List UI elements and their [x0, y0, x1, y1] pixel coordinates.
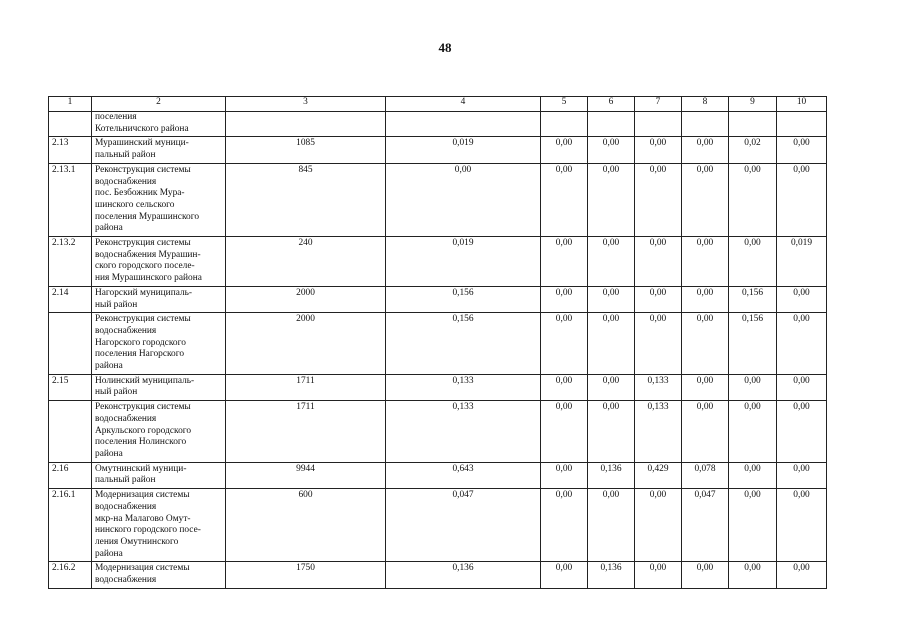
row-value-col10: 0,019: [777, 237, 827, 287]
row-name: Омутнинский муници- пальный район: [92, 462, 226, 488]
table-row: [49, 112, 827, 137]
row-value-col9: 0,00: [729, 163, 777, 236]
row-value-col6: 0,00: [588, 163, 635, 236]
row-number: [49, 112, 92, 137]
row-value-col6: 0,00: [588, 313, 635, 375]
row-value-col8: 0,00: [682, 286, 729, 312]
row-value-col5: 0,00: [541, 237, 588, 287]
column-header: 6: [588, 97, 635, 112]
row-value-col10: [777, 112, 827, 137]
table-row: [49, 462, 827, 488]
row-value-col3: 1711: [226, 401, 386, 463]
row-value-col8: 0,00: [682, 163, 729, 236]
row-value-col5: 0,00: [541, 286, 588, 312]
row-value-col7: 0,133: [635, 374, 682, 400]
row-value-col3: 9944: [226, 462, 386, 488]
row-value-col6: [588, 112, 635, 137]
table-row: [49, 562, 827, 588]
row-value-col8: 0,00: [682, 313, 729, 375]
column-header: 8: [682, 97, 729, 112]
row-value-col9: 0,156: [729, 286, 777, 312]
row-value-col10: 0,00: [777, 562, 827, 588]
row-value-col10: 0,00: [777, 313, 827, 375]
row-value-col3: 1085: [226, 137, 386, 163]
column-header: 2: [92, 97, 226, 112]
column-header: 9: [729, 97, 777, 112]
row-value-col5: 0,00: [541, 401, 588, 463]
row-number: [49, 401, 92, 463]
row-value-col4: 0,019: [386, 137, 541, 163]
row-value-col6: 0,00: [588, 137, 635, 163]
row-value-col5: 0,00: [541, 313, 588, 375]
table-row: [49, 137, 827, 163]
row-value-col5: 0,00: [541, 562, 588, 588]
row-value-col9: 0,02: [729, 137, 777, 163]
row-value-col4: 0,156: [386, 313, 541, 375]
row-value-col3: 600: [226, 489, 386, 562]
column-header: 3: [226, 97, 386, 112]
row-value-col4: 0,047: [386, 489, 541, 562]
row-value-col7: 0,429: [635, 462, 682, 488]
row-number: 2.16.2: [49, 562, 92, 588]
row-value-col5: 0,00: [541, 489, 588, 562]
row-value-col8: 0,047: [682, 489, 729, 562]
row-value-col3: 2000: [226, 313, 386, 375]
row-value-col6: 0,136: [588, 562, 635, 588]
table-body: [49, 112, 827, 589]
page-number: 48: [438, 40, 452, 55]
row-value-col9: [729, 112, 777, 137]
row-value-col10: 0,00: [777, 489, 827, 562]
row-value-col8: 0,078: [682, 462, 729, 488]
row-number: 2.13.2: [49, 237, 92, 287]
row-value-col9: 0,156: [729, 313, 777, 375]
row-name: Модернизация системы водоснабжения мкр-на Малагово Омут- нинского городского посе- ления Омутнинского района: [92, 489, 226, 562]
row-value-col3: [226, 112, 386, 137]
row-value-col3: 1750: [226, 562, 386, 588]
row-value-col6: 0,00: [588, 237, 635, 287]
table-row: [49, 237, 827, 287]
row-value-col4: 0,133: [386, 401, 541, 463]
row-value-col10: 0,00: [777, 163, 827, 236]
row-name: Реконструкция системы водоснабжения Мурашин- ского городского поселе- ния Мурашинского района: [92, 237, 226, 287]
row-number: 2.16: [49, 462, 92, 488]
row-value-col3: 1711: [226, 374, 386, 400]
table-row: [49, 313, 827, 375]
row-value-col7: 0,00: [635, 562, 682, 588]
row-value-col6: 0,00: [588, 489, 635, 562]
row-number: 2.15: [49, 374, 92, 400]
table-row: [49, 286, 827, 312]
row-value-col9: 0,00: [729, 401, 777, 463]
row-value-col5: 0,00: [541, 374, 588, 400]
row-name: Нолинский муниципаль- ный район: [92, 374, 226, 400]
row-value-col7: 0,00: [635, 489, 682, 562]
row-value-col9: 0,00: [729, 489, 777, 562]
row-value-col4: 0,156: [386, 286, 541, 312]
row-value-col10: 0,00: [777, 374, 827, 400]
column-header: 1: [49, 97, 92, 112]
row-number: 2.14: [49, 286, 92, 312]
row-number: 2.16.1: [49, 489, 92, 562]
row-value-col9: 0,00: [729, 562, 777, 588]
row-value-col3: 2000: [226, 286, 386, 312]
row-value-col7: 0,00: [635, 163, 682, 236]
row-value-col4: [386, 112, 541, 137]
row-value-col7: 0,133: [635, 401, 682, 463]
row-value-col6: 0,00: [588, 401, 635, 463]
row-name: Мурашинский муници- пальный район: [92, 137, 226, 163]
column-header: 7: [635, 97, 682, 112]
table-row: [49, 163, 827, 236]
row-value-col9: 0,00: [729, 374, 777, 400]
row-number: 2.13: [49, 137, 92, 163]
row-value-col8: [682, 112, 729, 137]
row-value-col7: 0,00: [635, 286, 682, 312]
row-value-col8: 0,00: [682, 374, 729, 400]
row-value-col3: 845: [226, 163, 386, 236]
row-value-col3: 240: [226, 237, 386, 287]
table-row: [49, 374, 827, 400]
column-header: 5: [541, 97, 588, 112]
row-value-col5: [541, 112, 588, 137]
row-value-col5: 0,00: [541, 163, 588, 236]
row-value-col10: 0,00: [777, 286, 827, 312]
column-header: 4: [386, 97, 541, 112]
row-value-col7: 0,00: [635, 237, 682, 287]
row-name: Реконструкция системы водоснабжения пос. Безбожник Мура- шинского сельского поселения Мурашинского района: [92, 163, 226, 236]
row-value-col4: 0,136: [386, 562, 541, 588]
row-value-col6: 0,00: [588, 374, 635, 400]
header-row: [49, 97, 827, 112]
row-value-col8: 0,00: [682, 137, 729, 163]
row-number: 2.13.1: [49, 163, 92, 236]
row-value-col9: 0,00: [729, 237, 777, 287]
row-value-col8: 0,00: [682, 237, 729, 287]
row-name: Модернизация системы водоснабжения: [92, 562, 226, 588]
column-header: 10: [777, 97, 827, 112]
row-value-col10: 0,00: [777, 462, 827, 488]
row-name: поселения Котельничского района: [92, 112, 226, 137]
investment-table: [48, 96, 827, 589]
row-name: Нагорский муниципаль- ный район: [92, 286, 226, 312]
row-value-col5: 0,00: [541, 462, 588, 488]
row-value-col6: 0,00: [588, 286, 635, 312]
row-value-col8: 0,00: [682, 401, 729, 463]
row-value-col4: 0,019: [386, 237, 541, 287]
row-value-col10: 0,00: [777, 137, 827, 163]
row-value-col5: 0,00: [541, 137, 588, 163]
row-name: Реконструкция системы водоснабжения Нагорского городского поселения Нагорского района: [92, 313, 226, 375]
row-value-col9: 0,00: [729, 462, 777, 488]
table-row: [49, 401, 827, 463]
table-row: [49, 489, 827, 562]
row-value-col7: 0,00: [635, 137, 682, 163]
row-value-col10: 0,00: [777, 401, 827, 463]
row-value-col4: 0,133: [386, 374, 541, 400]
row-value-col4: 0,643: [386, 462, 541, 488]
row-value-col7: 0,00: [635, 313, 682, 375]
row-name: Реконструкция системы водоснабжения Аркульского городского поселения Нолинского района: [92, 401, 226, 463]
row-value-col7: [635, 112, 682, 137]
row-value-col4: 0,00: [386, 163, 541, 236]
row-value-col6: 0,136: [588, 462, 635, 488]
row-number: [49, 313, 92, 375]
row-value-col8: 0,00: [682, 562, 729, 588]
